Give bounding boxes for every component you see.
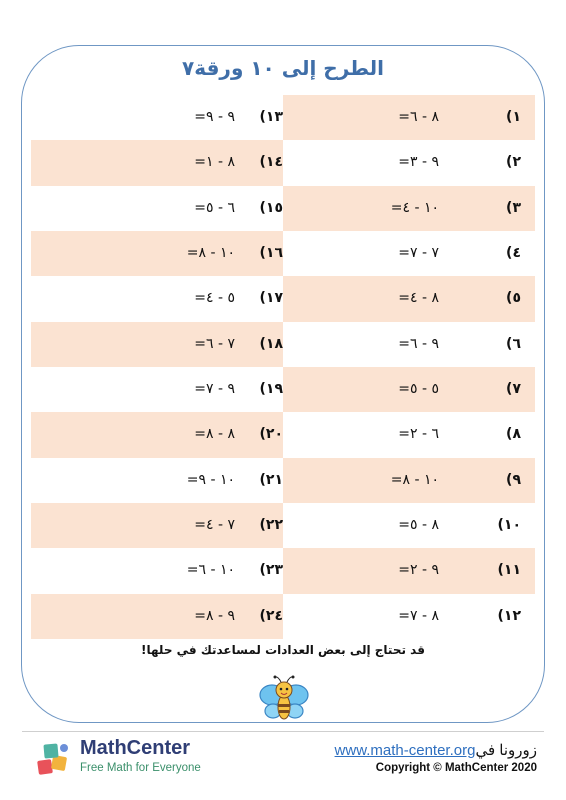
exercise-expression: ٥ - ٤= (194, 290, 235, 307)
brand-name: MathCenter (80, 737, 191, 759)
butterfly-bee-icon (258, 673, 310, 725)
exercise-number: ١) (506, 109, 521, 125)
exercise-expression: ١٠ - ٨= (186, 245, 235, 261)
exercise-cell (283, 412, 535, 457)
exercise-cell (283, 367, 535, 412)
exercise-number: ١٧) (259, 290, 283, 307)
exercise-cell (31, 594, 283, 639)
exercise-row (31, 458, 535, 503)
exercise-cell (31, 231, 283, 276)
exercise-cell (31, 140, 283, 185)
exercise-row (31, 186, 535, 231)
exercise-number: ٥) (506, 290, 521, 307)
exercise-number: ١٠) (497, 517, 521, 533)
exercise-cell (283, 322, 535, 367)
exercise-row (31, 140, 535, 185)
exercise-expression: ٩ - ٦= (398, 335, 439, 352)
exercise-number: ٢١) (259, 471, 283, 488)
exercise-cell (31, 276, 283, 321)
exercise-cell (283, 95, 535, 140)
exercise-row (31, 322, 535, 367)
exercise-number: ٢) (506, 154, 521, 171)
exercise-expression: ١٠ - ٩= (186, 471, 235, 488)
exercise-number: ٦) (506, 335, 521, 352)
exercise-row (31, 276, 535, 321)
exercise-number: ٢٣) (259, 562, 283, 579)
mathcenter-logo-icon (34, 740, 74, 780)
exercise-cell (283, 503, 535, 548)
exercise-number: ١٥) (259, 199, 283, 216)
exercise-expression: ٧ - ٧= (398, 245, 439, 261)
exercise-expression: ٨ - ٤= (398, 290, 439, 307)
exercise-number: ١١) (497, 562, 521, 579)
exercise-number: ١٨) (259, 335, 283, 352)
exercise-cell (31, 367, 283, 412)
visit-us (335, 741, 537, 759)
exercise-expression: ٨ - ١= (194, 154, 235, 171)
exercise-cell (31, 95, 283, 140)
hint-text: قد تحتاج إلى بعض العدادات لمساعدتك في حلها! (141, 643, 425, 657)
exercise-number: ٢٤) (259, 607, 283, 624)
exercise-cell (283, 458, 535, 503)
exercise-cell (31, 548, 283, 593)
exercise-row (31, 231, 535, 276)
exercise-number: ٣) (506, 199, 521, 216)
exercise-expression: ٨ - ٦= (398, 109, 439, 125)
exercise-row (31, 503, 535, 548)
exercise-number: ٧) (506, 381, 521, 397)
worksheet-title: الطرح إلى ١٠ ورقة٧ (181, 56, 384, 80)
exercise-cell (31, 458, 283, 503)
exercise-number: ١٣) (259, 109, 283, 125)
exercise-grid (31, 95, 535, 639)
exercise-expression: ١٠ - ٤= (390, 199, 439, 216)
exercise-row (31, 367, 535, 412)
exercise-cell (283, 186, 535, 231)
exercise-expression: ٩ - ٨= (194, 607, 235, 624)
exercise-cell (283, 594, 535, 639)
exercise-number: ١٦) (259, 245, 283, 261)
footer-divider (22, 731, 544, 732)
exercise-number: ٢٠) (259, 426, 283, 443)
exercise-row (31, 594, 535, 639)
exercise-number: ٢٢) (259, 517, 283, 533)
exercise-cell (283, 548, 535, 593)
exercise-row (31, 95, 535, 140)
exercise-number: ٩) (506, 471, 521, 488)
exercise-cell (31, 322, 283, 367)
exercise-expression: ١٠ - ٨= (390, 471, 439, 488)
exercise-expression: ٨ - ٧= (398, 607, 439, 624)
exercise-number: ٤) (506, 245, 521, 261)
exercise-expression: ٧ - ٦= (194, 335, 235, 352)
exercise-expression: ٨ - ٨= (194, 426, 235, 443)
exercise-number: ١٩) (259, 381, 283, 397)
exercise-cell (31, 412, 283, 457)
exercise-cell (283, 140, 535, 185)
exercise-number: ٨) (506, 426, 521, 443)
exercise-expression: ٥ - ٥= (398, 381, 439, 397)
exercise-expression: ١٠ - ٦= (186, 562, 235, 579)
copyright-text: Copyright © MathCenter 2020 (375, 762, 537, 774)
exercise-expression: ٦ - ٢= (398, 426, 439, 443)
exercise-cell (31, 186, 283, 231)
exercise-expression: ٨ - ٥= (398, 517, 439, 533)
brand-tagline: Free Math for Everyone (80, 762, 201, 774)
exercise-expression: ٩ - ٢= (398, 562, 439, 579)
exercise-expression: ٩ - ٧= (194, 381, 235, 397)
exercise-number: ١٢) (497, 607, 521, 624)
exercise-expression: ٧ - ٤= (194, 517, 235, 533)
exercise-number: ١٤) (259, 154, 283, 171)
exercise-cell (283, 276, 535, 321)
exercise-row (31, 548, 535, 593)
exercise-expression: ٦ - ٥= (194, 199, 235, 216)
exercise-expression: ٩ - ٣= (398, 154, 439, 171)
exercise-row (31, 412, 535, 457)
website-link[interactable]: www.math-center.org (334, 742, 476, 759)
visit-text: زورونا في (475, 742, 537, 759)
exercise-expression: ٩ - ٩= (194, 109, 235, 125)
exercise-cell (283, 231, 535, 276)
exercise-cell (31, 503, 283, 548)
